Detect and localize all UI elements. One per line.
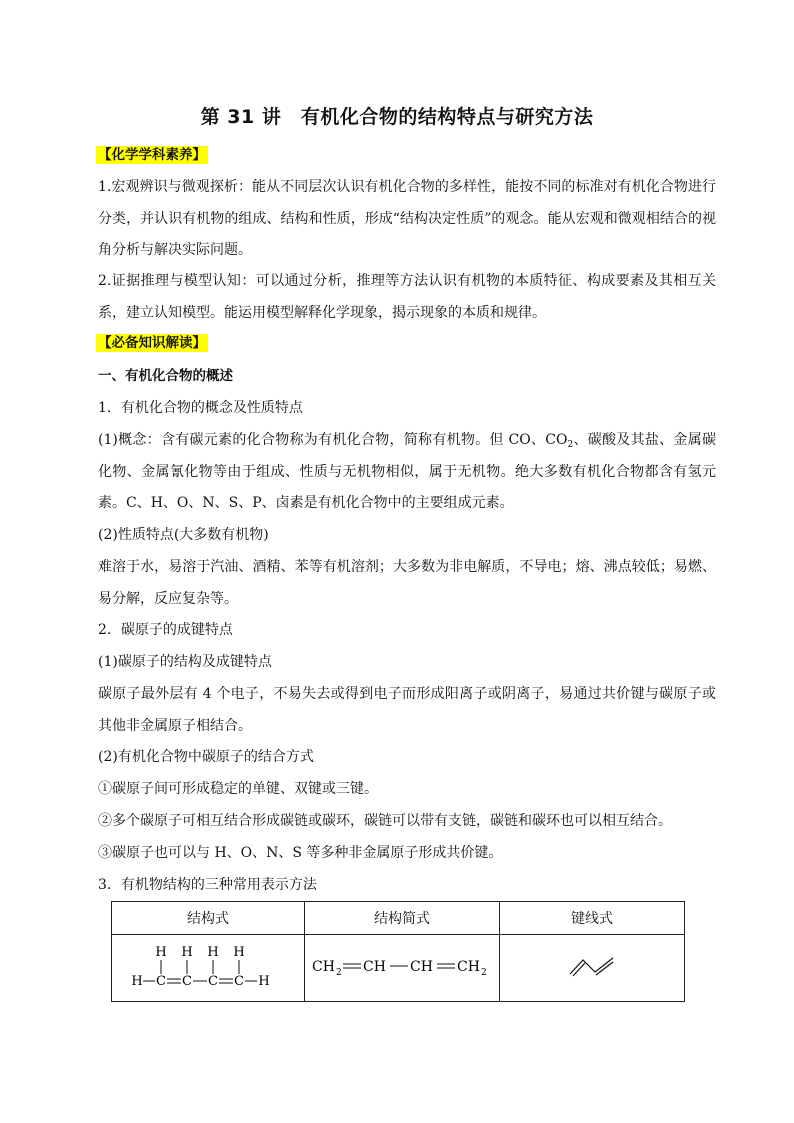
literacy-tag: 【化学学科素养】 xyxy=(98,147,206,163)
atom-c-2: C xyxy=(182,974,192,989)
condensed-sub-2: 2 xyxy=(481,968,487,978)
condensed-part-2: CH xyxy=(363,959,386,975)
structural-formula-diagram xyxy=(133,939,283,993)
bond-heading: (1)碳原子的结构及成键特点 xyxy=(98,654,272,670)
atom-h-right: H xyxy=(258,974,270,989)
structure-representation-table xyxy=(111,901,685,1002)
section-heading-1: 一、有机化合物的概述 xyxy=(98,368,233,384)
condensed-sub-1: 2 xyxy=(336,968,342,978)
table-row xyxy=(112,935,685,1002)
combine-item-1: ①碳原子间可形成稳定的单键、双键或三键。 xyxy=(98,781,378,797)
skeletal-formula-diagram xyxy=(567,954,617,978)
atom-c-4: C xyxy=(234,974,244,989)
atom-c-1: C xyxy=(156,974,166,989)
h-top-4: H xyxy=(233,945,245,960)
condensed-part-4: CH xyxy=(457,959,480,975)
h-top-1: H xyxy=(155,945,167,960)
atom-c-3: C xyxy=(208,974,218,989)
structural-formula-cell xyxy=(112,935,305,1002)
concept-paragraph: (1)概念：含有碳元素的化合物称为有机化合物，简称有机物。但 CO、$CO_2$、碳酸及其盐、金属碳化物、金属氰化物等由于组成、性质与无机物相似，属于无机物。绝大多数有机化合物都含有氢元素。C、H、O、N、S、P、卤素是有机化合物中的主要组成元素。 xyxy=(98,432,716,511)
condensed-formula-diagram xyxy=(310,951,494,981)
condensed-part-1: CH xyxy=(312,959,335,975)
combine-item-3: ③碳原子也可以与 H、O、N、S 等多种非金属原子形成共价键。 xyxy=(98,845,503,861)
subheading-2: 2．碳原子的成键特点 xyxy=(98,622,233,638)
atom-h-left: H xyxy=(131,974,143,989)
table-header-skeletal: 键线式 xyxy=(500,902,685,935)
table-header-condensed: 结构简式 xyxy=(305,902,500,935)
combine-item-2: ②多个碳原子可相互结合形成碳链或碳环，碳链可以带有支链，碳链和碳环也可以相互结合。 xyxy=(98,813,672,829)
condensed-formula-cell xyxy=(305,935,500,1002)
condensed-part-3: CH xyxy=(410,959,433,975)
literacy-paragraph-1: 1.宏观辨识与微观探析：能从不同层次认识有机化合物的多样性，能按不同的标准对有机化合物进行分类，并认识有机物的组成、结构和性质，形成“结构决定性质”的观念。能从宏观和微观相结合的视角分析与解决实际问题。 xyxy=(98,179,716,258)
literacy-paragraph-2: 2.证据推理与模型认知：可以通过分析，推理等方法认识有机物的本质特征、构成要素及其相互关系，建立认知模型。能运用模型解释化学现象，揭示现象的本质和规律。 xyxy=(98,273,716,321)
bond-paragraph: 碳原子最外层有 4 个电子，不易失去或得到电子而形成阳离子或阴离子，易通过共价键与碳原子或其他非金属原子相结合。 xyxy=(98,686,716,734)
page-title: 第 31 讲 有机化合物的结构特点与研究方法 xyxy=(200,106,594,128)
knowledge-tag: 【必备知识解读】 xyxy=(98,335,206,351)
h-top-3: H xyxy=(207,945,219,960)
subheading-1: 1．有机化合物的概念及性质特点 xyxy=(98,400,303,416)
property-paragraph: 难溶于水，易溶于汽油、酒精、苯等有机溶剂；大多数为非电解质，不导电；熔、沸点较低；易燃、易分解，反应复杂等。 xyxy=(98,559,716,607)
table-header-row xyxy=(112,902,685,935)
subheading-3: 3．有机物结构的三种常用表示方法 xyxy=(98,877,317,893)
combine-heading: (2)有机化合物中碳原子的结合方式 xyxy=(98,749,314,765)
skeletal-formula-cell xyxy=(500,935,685,1002)
property-heading: (2)性质特点(大多数有机物) xyxy=(98,527,269,543)
table-header-structural: 结构式 xyxy=(112,902,305,935)
h-top-2: H xyxy=(181,945,193,960)
